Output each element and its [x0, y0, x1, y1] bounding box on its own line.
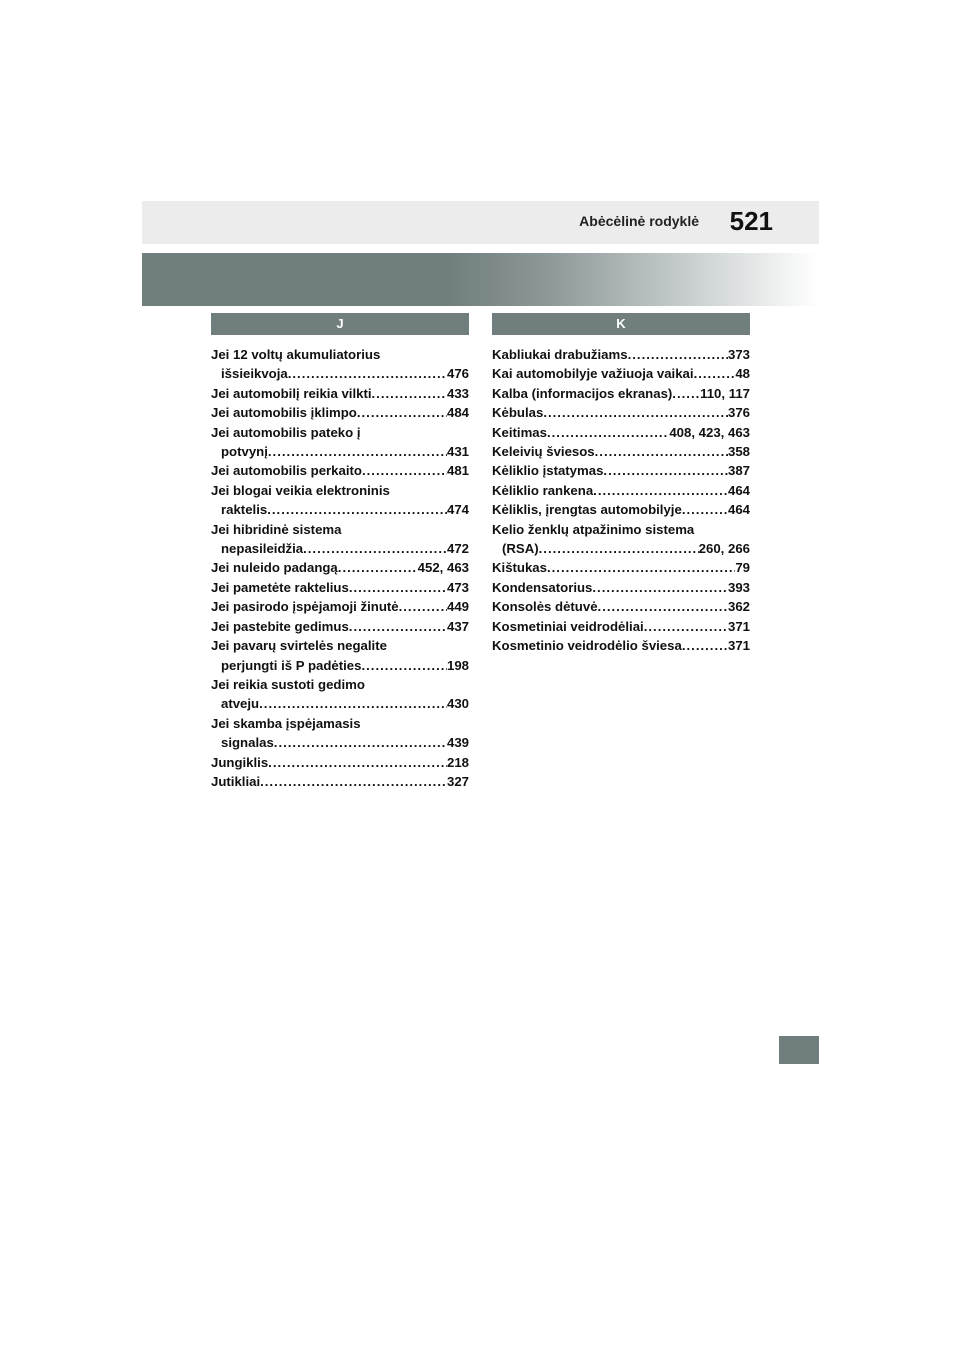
index-entry [492, 384, 750, 403]
entry-term: Jei nuleido padangą [211, 560, 338, 576]
dot-leader [547, 423, 669, 442]
index-entry [211, 636, 469, 675]
index-entry [211, 558, 469, 577]
entry-term: Kelio ženklų atpažinimo sistema [492, 521, 695, 537]
index-entry [492, 520, 750, 559]
page-reference: 481 [446, 463, 469, 479]
page-reference: 439 [446, 735, 469, 751]
dot-leader [338, 558, 418, 577]
entry-term: Keleivių šviesos [492, 444, 595, 460]
page-reference: 449 [446, 599, 469, 615]
index-entry [492, 481, 750, 500]
index-entry [211, 481, 469, 520]
section-title: Abėcėlinė rodyklė [579, 213, 699, 229]
dot-leader [357, 403, 447, 422]
dot-leader [349, 617, 447, 636]
dot-leader [362, 461, 447, 480]
index-entry [492, 345, 750, 364]
entry-term: Kai automobilyje važiuoja vaikai [492, 366, 694, 382]
index-entry [211, 345, 469, 384]
page-reference: 376 [727, 405, 750, 421]
index-column-k [492, 313, 750, 656]
entry-term: Kalba (informacijos ekranas) [492, 385, 673, 401]
entry-term: Jei pasirodo įspėjamoji žinutė [211, 599, 399, 615]
entry-term: Konsolės dėtuvė [492, 599, 598, 615]
page-reference: 473 [446, 579, 469, 595]
entry-term: Jei automobilį reikia vilkti [211, 385, 372, 401]
index-entry [492, 636, 750, 655]
dot-leader [260, 772, 447, 791]
index-entries [211, 345, 469, 791]
entry-term: nepasileidžia [221, 541, 304, 557]
entry-term: Jei automobilis įklimpo [211, 405, 357, 421]
entry-term: Jungiklis [211, 754, 269, 770]
page-reference: 484 [446, 405, 469, 421]
index-entry [211, 578, 469, 597]
index-entry [211, 597, 469, 616]
entry-term: Jei skamba įspėjamasis [211, 715, 361, 731]
index-entry [211, 461, 469, 480]
index-entry [211, 403, 469, 422]
page-reference: 198 [446, 657, 469, 673]
entry-term: Jei automobilis perkaito [211, 463, 362, 479]
dot-leader [268, 753, 447, 772]
page-reference: 218 [446, 754, 469, 770]
page-reference: 472 [446, 541, 469, 557]
index-entry [492, 500, 750, 519]
index-entry [492, 364, 750, 383]
dot-leader [682, 500, 728, 519]
page-reference: 464 [727, 482, 750, 498]
dot-leader [303, 539, 447, 558]
page-reference: 371 [727, 618, 750, 634]
dot-leader [547, 558, 735, 577]
page-reference: 452, 463 [417, 560, 469, 576]
entry-term: Jutikliai [211, 773, 261, 789]
dot-leader [598, 597, 728, 616]
page-reference: 408, 423, 463 [669, 424, 750, 440]
page-reference: 433 [446, 385, 469, 401]
page-reference: 260, 266 [698, 541, 750, 557]
page-reference: 476 [446, 366, 469, 382]
dot-leader [593, 481, 728, 500]
entry-term: Jei pametėte raktelius [211, 579, 349, 595]
entry-term: Kosmetinio veidrodėlio šviesa [492, 638, 682, 654]
dot-leader [595, 442, 728, 461]
page-reference: 387 [727, 463, 750, 479]
index-entry [211, 675, 469, 714]
index-column-j [211, 313, 469, 791]
index-entry [492, 558, 750, 577]
page-reference: 431 [446, 444, 469, 460]
dot-leader [274, 733, 447, 752]
entry-term: Kabliukai drabužiams [492, 347, 628, 362]
entry-term: Kėliklio įstatymas [492, 463, 604, 479]
dot-leader [592, 578, 728, 597]
index-entry [492, 423, 750, 442]
dot-leader [288, 364, 447, 383]
index-entry [211, 772, 469, 791]
index-entry [492, 617, 750, 636]
entry-term: Jei automobilis pateko į [211, 424, 361, 440]
entry-term: Jei blogai veikia elektroninis [211, 482, 390, 498]
index-entry [211, 423, 469, 462]
decorative-banner [142, 253, 819, 306]
dot-leader [268, 442, 447, 461]
index-entry [211, 520, 469, 559]
index-entry [492, 597, 750, 616]
letter-heading: J [211, 313, 469, 335]
dot-leader [682, 636, 728, 655]
dot-leader [267, 500, 447, 519]
entry-term: Jei reikia sustoti gedimo [211, 676, 365, 692]
entry-term: atveju [221, 696, 260, 712]
page-reference: 437 [446, 618, 469, 634]
dot-leader [672, 384, 700, 403]
page-header [142, 201, 819, 244]
dot-leader [399, 597, 447, 616]
entry-term: Kėliklis, įrengtas automobilyje [492, 502, 682, 518]
page-number: 521 [729, 206, 773, 236]
dot-leader [628, 345, 728, 364]
dot-leader [543, 403, 728, 422]
entry-term: Kondensatorius [492, 579, 593, 595]
page-reference: 358 [727, 444, 750, 460]
dot-leader [539, 539, 699, 558]
dot-leader [603, 461, 728, 480]
entry-term: Kištukas [492, 560, 547, 576]
index-entry [492, 442, 750, 461]
page-reference: 327 [446, 773, 469, 789]
page-reference: 393 [727, 579, 750, 595]
entry-term: išsieikvoja [221, 366, 288, 382]
entry-term: Jei hibridinė sistema [211, 521, 342, 537]
index-entries [492, 345, 750, 656]
page-reference: 474 [446, 502, 469, 518]
entry-term: Kėliklio rankena [492, 482, 594, 498]
page-reference: 110, 117 [700, 385, 750, 401]
entry-term: Jei pastebite gedimus [211, 618, 349, 634]
dot-leader [372, 384, 447, 403]
page-reference: 430 [446, 696, 469, 712]
dot-leader [259, 694, 447, 713]
page-reference: 371 [727, 638, 750, 654]
index-entry [211, 384, 469, 403]
page-reference: 362 [727, 599, 750, 615]
entry-term: Kosmetiniai veidrodėliai [492, 618, 644, 634]
page-reference: 373 [727, 347, 750, 362]
index-entry [211, 617, 469, 636]
entry-term: Kėbulas [492, 405, 544, 421]
entry-term: Jei pavarų svirtelės negalite [211, 638, 387, 654]
entry-term: (RSA) [502, 541, 539, 557]
entry-term: potvynį [221, 444, 268, 460]
entry-term: Keitimas [492, 424, 547, 440]
index-entry [211, 714, 469, 753]
index-entry [492, 403, 750, 422]
page-reference: 464 [727, 502, 750, 518]
chapter-tab [779, 1036, 819, 1064]
index-entry [492, 578, 750, 597]
dot-leader [349, 578, 447, 597]
entry-term: perjungti iš P padėties [221, 657, 362, 673]
page-reference: 48 [735, 366, 750, 382]
page-reference: 79 [735, 560, 750, 576]
entry-term: raktelis [221, 502, 268, 518]
dot-leader [694, 364, 736, 383]
letter-heading: K [492, 313, 750, 335]
index-entry [492, 461, 750, 480]
entry-term: signalas [221, 735, 274, 751]
index-entry [211, 753, 469, 772]
entry-term: Jei 12 voltų akumuliatorius [211, 347, 381, 362]
dot-leader [361, 656, 447, 675]
dot-leader [644, 617, 728, 636]
